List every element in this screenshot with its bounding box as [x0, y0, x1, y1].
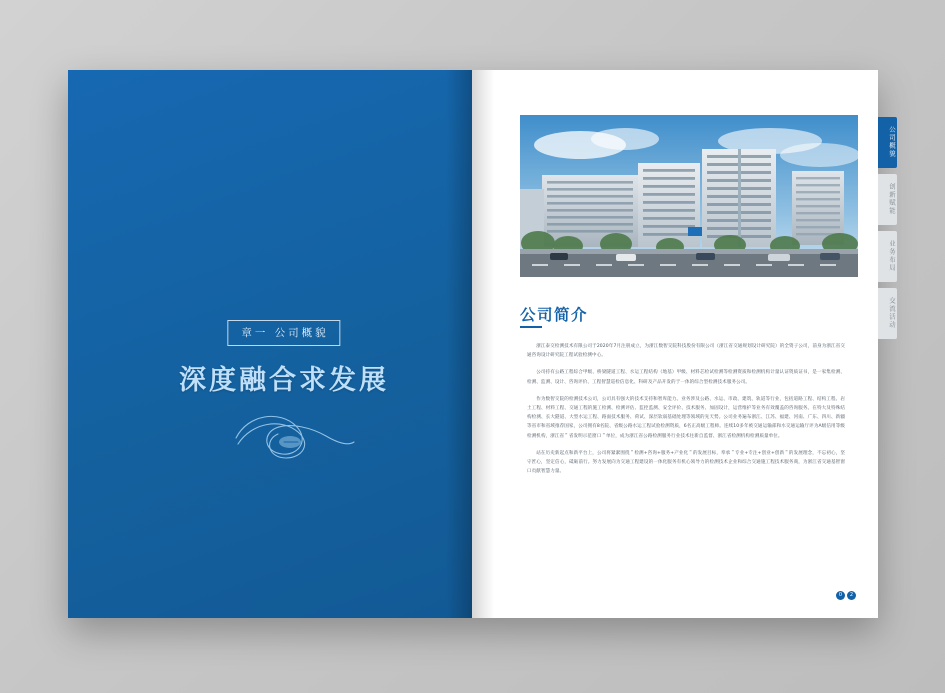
cover-page: [68, 70, 472, 618]
side-tab-company-overview[interactable]: [878, 117, 897, 168]
ribbon-swirl-icon: [228, 398, 358, 468]
paragraph: 浙江泰交检测技术有限公司于2020年7月注册成立，为浙江数智交院科技股份有限公司（浙江省交通规划设计研究院）的全资子公司，前身为浙江省交通咨询设计研究院工程试验检测中心。: [527, 344, 845, 359]
side-tab-label: 交流活动: [888, 297, 896, 329]
page-digit: 0: [836, 591, 845, 600]
side-tab-label: 业务布局: [888, 240, 896, 272]
page-digit: 2: [847, 591, 856, 600]
content-page: [472, 70, 878, 618]
hero-image: [520, 115, 858, 277]
paragraph: 作为数智交院的检测技术公司，公司具有强大的技术支持和智库能力。业务涉及公路、水运、市政、建筑、轨道等行业，包括道路工程、结构工程、岩土工程、材料工程、交通工程的施工检测、检测评估、监控监测、安全评价、技术服务、加固设计，运营维护等业务有效覆盖的咨询服务。在特大及特殊结构检测、长大隧道、大型水运工程、路面技术服务、荷试、深层软弱基础处理等领域的先天势。公司业务遍布浙江、江苏、福建、河南、广东、四川、新疆等省市和省域推荐国家，公司拥有8名院、省级公路水运工程试验检测资质，6名正高级工程师。连续10多年被交通运输部和水交通运输厅评为A级信用等级检测机构，浙江省＂省发明示范窗口＂单位，成为浙江省公路检测服务行业技术往新自监督、浙江省检测机构检测质量单位。: [527, 396, 845, 439]
chapter-tag: 章一 公司概貌: [227, 320, 340, 346]
page-number: [836, 591, 856, 600]
page-title: 公司简介: [520, 306, 589, 324]
paragraph: 站在历史新起点和新平台上，公司将紧紧围绕＂检测+咨询+服务+产业化＂的发展目标，奉承＂专业+专注+创业+创新＂的发展理念，不忘初心，坚守匠心，坚定信心，砥砺前行。努力发展向为交通工程建设的一体化服务有机心领导力的检测技术企业和综合交通施工程技术服务商，为浙江省交通基智窗口贡献智慧力量。: [527, 450, 845, 475]
paragraph: 公司持有公路工程综合甲级、桥梁隧道工程、水运工程结构（地基）甲级、材料芯检试检测等检测资质和检测机构计量认证资质证书，是一家集检测、检测、监测、设计、咨询评价、工程智慧巡检信息化、科研及产品开发的于一体的综合型检测技术服务公司。: [527, 370, 845, 385]
body-copy: [527, 342, 845, 484]
side-tab-index: [878, 117, 897, 345]
cover-title: 深度融合求发展: [179, 365, 389, 396]
side-tab-business-layout[interactable]: [878, 231, 897, 282]
heading-underline: [520, 326, 542, 328]
brochure-spread: [68, 70, 878, 618]
side-tab-innovation[interactable]: [878, 174, 897, 225]
side-tab-label: 公司概貌: [888, 126, 896, 158]
side-tab-exchange-activities[interactable]: [878, 288, 897, 339]
side-tab-label: 创新赋能: [888, 183, 896, 215]
